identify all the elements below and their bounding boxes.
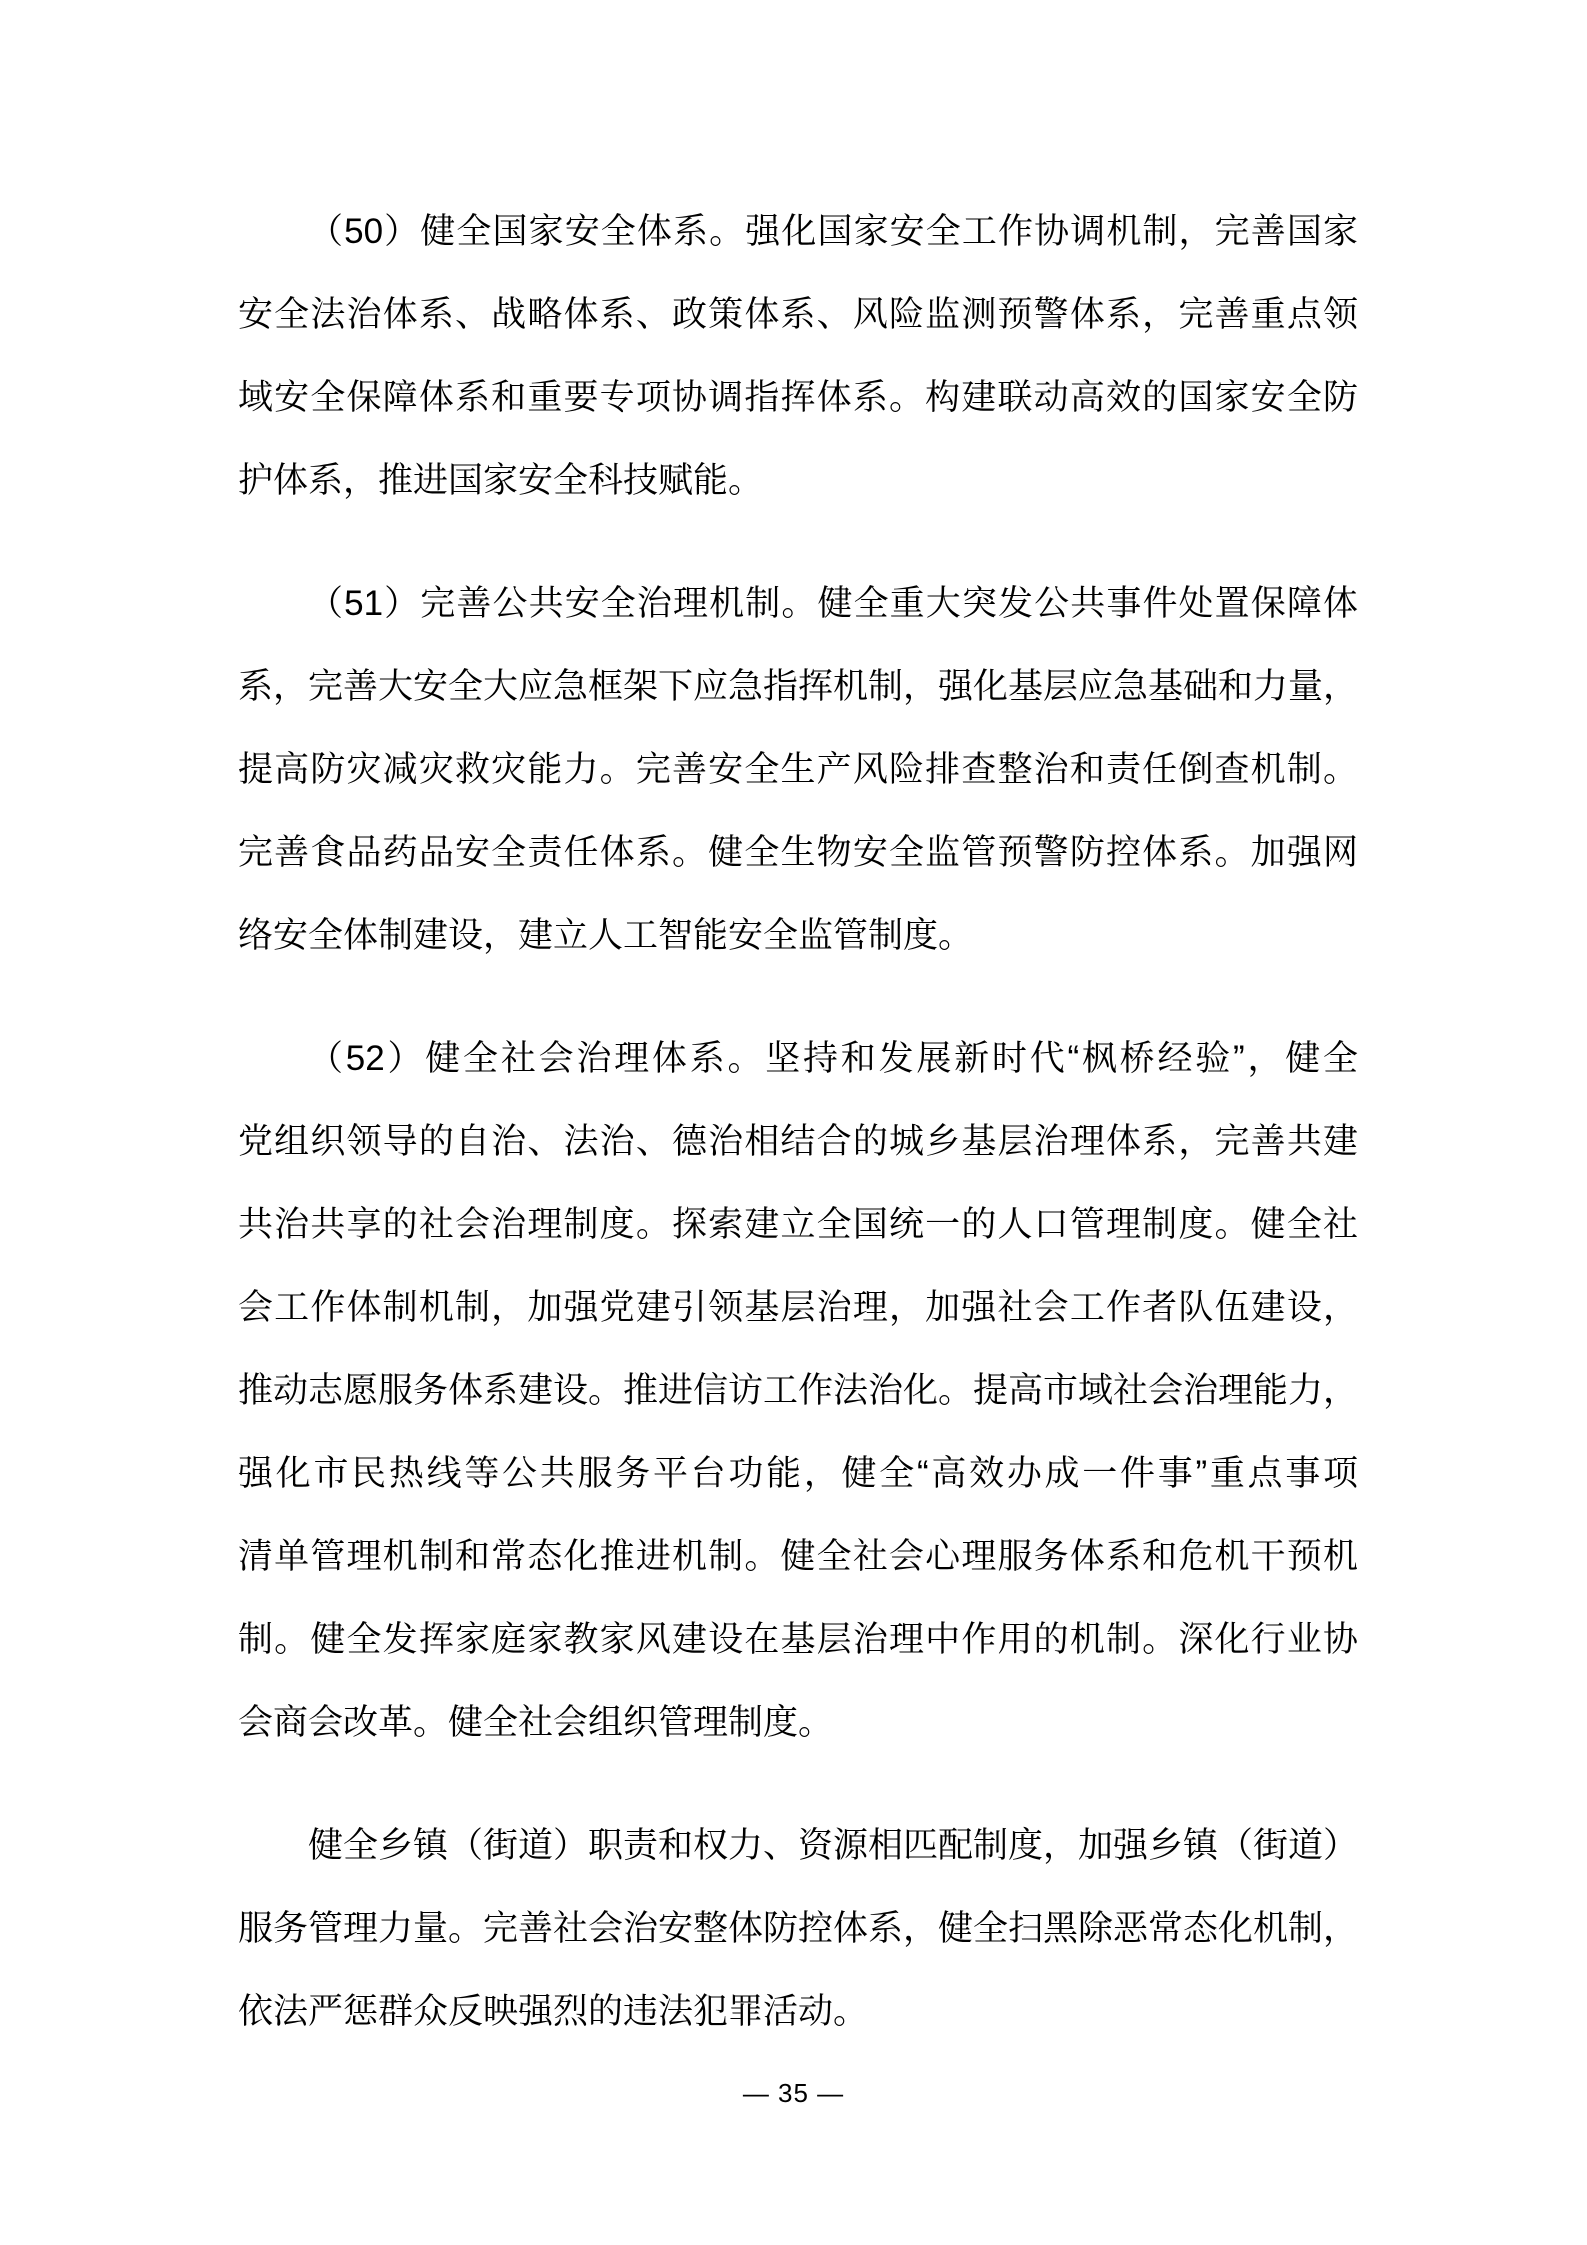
text-line: 安全法治体系、战略体系、政策体系、风险监测预警体系，完善重点领 xyxy=(238,295,1358,334)
paragraph-50 xyxy=(238,190,1358,522)
page-number: — 35 — xyxy=(742,2078,845,2108)
paragraph-52 xyxy=(238,1017,1358,1764)
text-line: 清单管理机制和常态化推进机制。健全社会心理服务体系和危机干预机 xyxy=(238,1537,1358,1576)
paragraph-township xyxy=(238,1804,1358,2053)
text-line: 党组织领导的自治、法治、德治相结合的城乡基层治理体系，完善共建 xyxy=(238,1122,1358,1161)
text-line: 强化市民热线等公共服务平台功能，健全“高效办成一件事”重点事项 xyxy=(238,1454,1358,1493)
text-line: 共治共享的社会治理制度。探索建立全国统一的人口管理制度。健全社 xyxy=(238,1205,1358,1244)
text-line: 完善食品药品安全责任体系。健全生物安全监管预警防控体系。加强网 xyxy=(238,833,1358,872)
text-line: 会工作体制机制，加强党建引领基层治理，加强社会工作者队伍建设， xyxy=(238,1288,1358,1327)
text-line: 提高防灾减灾救灾能力。完善安全生产风险排查整治和责任倒查机制。 xyxy=(238,750,1358,789)
text-line: 域安全保障体系和重要专项协调指挥体系。构建联动高效的国家安全防 xyxy=(238,378,1358,417)
text-line: 推动志愿服务体系建设。推进信访工作法治化。提高市域社会治理能力， xyxy=(238,1371,1359,1410)
paragraph-51 xyxy=(238,562,1358,977)
text-line: 会商会改革。健全社会组织管理制度。 xyxy=(238,1703,834,1742)
text-line: 制。健全发挥家庭家教家风建设在基层治理中作用的机制。深化行业协 xyxy=(238,1620,1358,1659)
text-line: 健全乡镇（街道）职责和权力、资源相匹配制度，加强乡镇（街道） xyxy=(308,1826,1359,1865)
text-line: 络安全体制建设，建立人工智能安全监管制度。 xyxy=(238,916,974,955)
text-line: （50）健全国家安全体系。强化国家安全工作协调机制，完善国家 xyxy=(308,212,1358,251)
text-line: 护体系，推进国家安全科技赋能。 xyxy=(238,461,764,500)
text-line: 依法严惩群众反映强烈的违法犯罪活动。 xyxy=(238,1992,869,2031)
text-line: （51）完善公共安全治理机制。健全重大突发公共事件处置保障体 xyxy=(308,584,1358,623)
text-line: （52）健全社会治理体系。坚持和发展新时代“枫桥经验”，健全 xyxy=(308,1039,1358,1078)
text-line: 系，完善大安全大应急框架下应急指挥机制，强化基层应急基础和力量， xyxy=(238,667,1359,706)
text-line: 服务管理力量。完善社会治安整体防控体系，健全扫黑除恶常态化机制， xyxy=(238,1909,1359,1948)
page-content xyxy=(238,190,1358,2053)
